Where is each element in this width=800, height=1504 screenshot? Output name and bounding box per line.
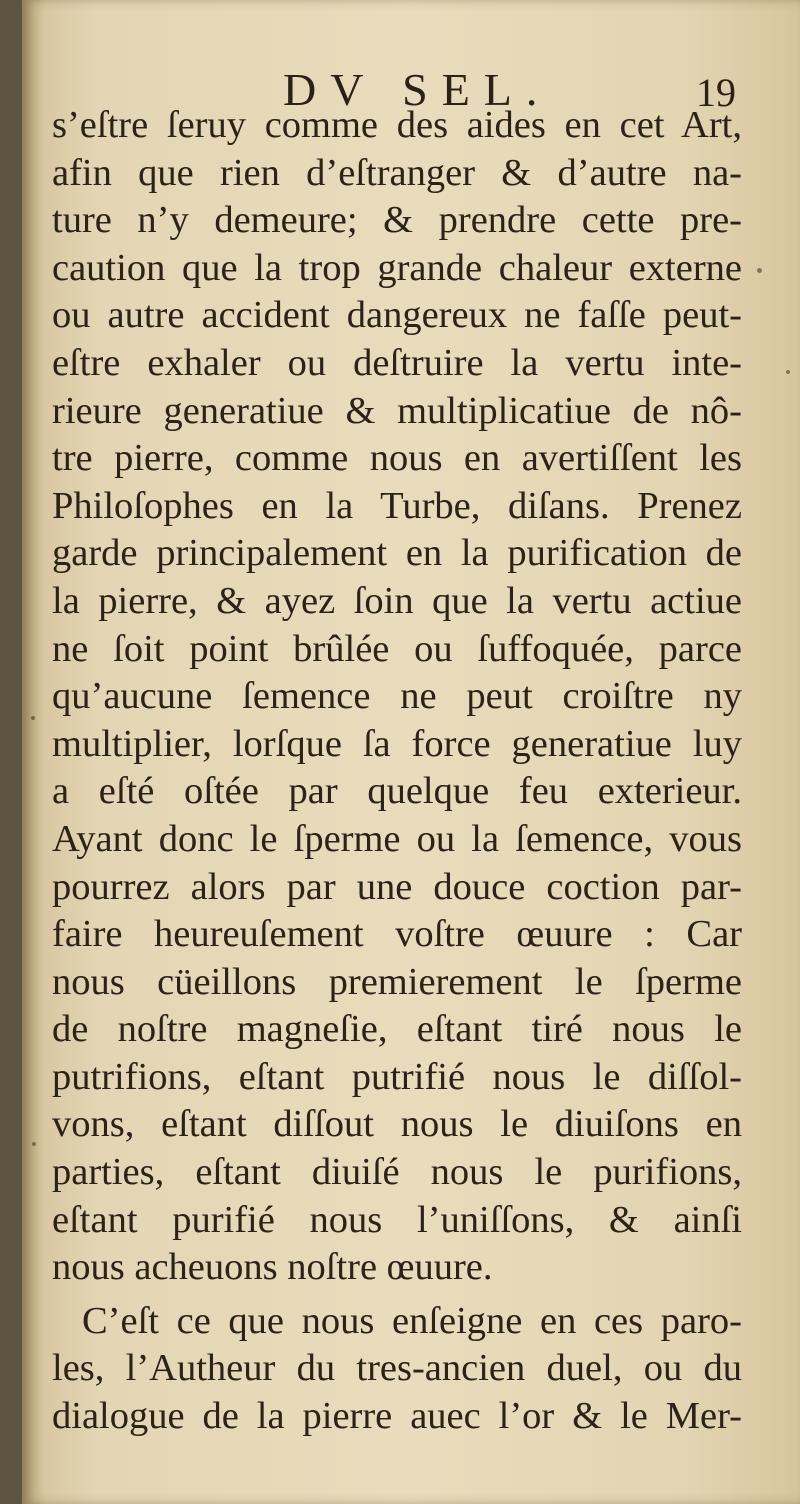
text-line: de noſtre magneſie, eſtant tiré nous le (52, 1008, 742, 1051)
text-line: rieure generatiue & multiplicatiue de nô- (52, 389, 742, 432)
text-line: multiplier, lorſque ſa force generatiue luy (52, 722, 742, 765)
text-line: caution que la trop grande chaleur externe (52, 246, 742, 289)
ink-speck (786, 370, 790, 374)
paragraph (52, 102, 742, 1292)
text-line: Ayant donc le ſperme ou la ſemence, vous (52, 817, 742, 860)
text-line: qu’aucune ſemence ne peut croiſtre ny (52, 675, 742, 718)
text-line: s’eſtre ſeruy comme des aides en cet Art, (52, 104, 742, 146)
text-line: ture n’y demeure; & prendre cette pre- (52, 199, 742, 242)
text-line: C’eſt ce que nous enſeigne en ces paro- (82, 1299, 742, 1342)
page-number: 19 (696, 70, 736, 115)
ink-speck (31, 716, 35, 720)
text-line: les, l’Autheur du tres-ancien duel, ou du (52, 1347, 742, 1390)
text-line: putrifions, eſtant putrifié nous le diſſol- (52, 1055, 742, 1098)
text-line: dialogue de la pierre auec l’or & le Mer- (52, 1395, 742, 1438)
text-line: ne ſoit point brûlée ou ſuffoquée, parce (52, 627, 742, 670)
text-line: eſtant purifié nous l’uniſſons, & ainſi (52, 1198, 742, 1241)
ink-speck (757, 268, 762, 273)
text-line: pourrez alors par une douce coction par- (52, 865, 742, 908)
text-line: faire heureuſement voſtre œuure : Car (52, 913, 742, 956)
text-line: vons, eſtant diſſout nous le diuiſons en (52, 1103, 742, 1146)
text-line: tre pierre, comme nous en avertiſſent les (52, 437, 742, 480)
running-title: DV SEL. (283, 64, 552, 115)
paragraph (52, 1298, 742, 1441)
text-line: a eſté oſtée par quelque feu exterieur. (52, 770, 742, 813)
ink-speck (32, 1142, 36, 1146)
text-line: Philoſophes en la Turbe, diſans. Prenez (52, 484, 742, 527)
text-line: ou autre accident dangereux ne faſſe peut- (52, 294, 742, 337)
text-line: garde principalement en la purification de (52, 532, 742, 575)
text-line: afin que rien d’eſtranger & d’autre na- (52, 151, 742, 194)
text-line: la pierre, & ayez ſoin que la vertu actiue (52, 579, 742, 622)
body-text (52, 102, 742, 1441)
text-line: eſtre exhaler ou deſtruire la vertu inte- (52, 341, 742, 384)
text-line: nous cüeillons premierement le ſperme (52, 960, 742, 1003)
text-line: parties, eſtant diuiſé nous le purifions, (52, 1151, 742, 1194)
text-line: nous acheuons noſtre œuure. (52, 1246, 493, 1289)
